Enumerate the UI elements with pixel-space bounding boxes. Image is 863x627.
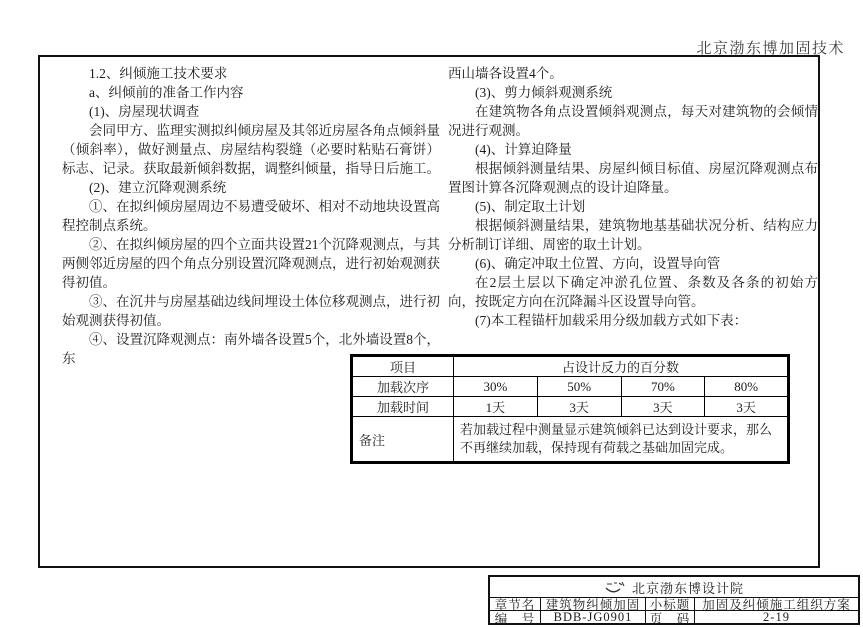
field-label-number: 编 号 <box>490 611 541 624</box>
table-cell: 30% <box>454 377 538 397</box>
table-cell: 80% <box>705 377 789 397</box>
paragraph: (6)、确定冲取土位置、方向，设置导向管 <box>475 256 721 271</box>
field-label-chapter: 章节名 <box>490 598 541 611</box>
note-label: 备注 <box>352 417 454 463</box>
content-frame <box>38 55 851 626</box>
table-row <box>352 356 789 377</box>
table-cell: 3天 <box>537 397 621 417</box>
table-header-item: 项目 <box>352 356 454 377</box>
table-cell: 1天 <box>454 397 538 417</box>
table-cell: 50% <box>537 377 621 397</box>
load-schedule-table <box>350 354 790 464</box>
table-cell: 3天 <box>621 397 705 417</box>
paragraph: 会同甲方、监理实测拟纠倾房屋及其邻近房屋各角点倾斜量（倾斜率），做好测量点、房屋结构裂缝（必要时粘贴石膏饼）标志、记录。获取最新倾斜数据，调整纠倾量，指导日后施工。 <box>62 123 440 176</box>
field-label-subtitle: 小标题 <box>646 598 695 611</box>
paragraph: ①、在拟纠倾房屋周边不易遭受破坏、相对不动地块设置高程控制点系统。 <box>62 199 440 233</box>
paragraph: ③、在沉井与房屋基础边线间埋设土体位移观测点，进行初始观测获得初值。 <box>62 294 440 328</box>
table-row <box>352 397 789 417</box>
paragraph: ④、设置沉降观测点：南外墙各设置5个，北外墙设置8个，东 <box>62 332 440 366</box>
paragraph: ②、在拟纠倾房屋的四个立面共设置21个沉降观测点，与其两侧邻近房屋的四个角点分别设置沉降观测点，进行初始观测获得初值。 <box>62 237 440 290</box>
paragraph: (3)、剪力倾斜观测系统 <box>475 85 613 100</box>
table-header-span: 占设计反力的百分数 <box>454 356 789 377</box>
paragraph: (4)、计算迫降量 <box>475 142 572 157</box>
paragraph: 在建筑物各角点设置倾斜观测点，每天对建筑物的会倾情况进行观测。 <box>448 104 818 138</box>
field-value-number: BDB-JG0901 <box>541 611 646 624</box>
design-institute-name: 北京渤东博设计院 <box>631 580 744 596</box>
paragraph: (1)、房屋现状调查 <box>89 104 200 119</box>
field-value-page: 2-19 <box>763 610 790 624</box>
paragraph: (2)、建立沉降观测系统 <box>89 180 227 195</box>
row-label: 加载时间 <box>352 397 454 417</box>
paragraph: 根据倾斜测量结果，建筑物地基基础状况分析、结构应力分析制订详细、周密的取土计划。 <box>448 218 818 252</box>
paragraph: 根据倾斜测量结果、房屋纠倾目标值、房屋沉降观测点布置图计算各沉降观测点的设计迫降量。 <box>448 161 818 195</box>
page-header-company: 北京渤东博加固技术 <box>696 41 845 57</box>
table-row <box>352 377 789 397</box>
paragraph: 1.2、纠倾施工技术要求 <box>89 66 228 81</box>
table-row <box>352 417 789 463</box>
note-text: 若加载过程中测量显示建筑倾斜已达到设计要求，那么不再继续加载，保持现有荷载之基础加固完成。 <box>454 417 789 463</box>
field-value-chapter: 建筑物纠倾加固 <box>541 598 646 611</box>
paragraph: 西山墙各设置4个。 <box>448 66 563 81</box>
design-institute-logo-icon <box>604 581 626 594</box>
right-text-column <box>448 64 818 330</box>
field-value-subtitle: 加固及纠倾施工组织方案 <box>695 598 858 611</box>
field-label-page: 页 码 <box>646 611 695 624</box>
paragraph: (7)本工程锚杆加载采用分级加载方式如下表： <box>475 313 748 328</box>
drawing-title-block <box>488 575 860 625</box>
row-label: 加载次序 <box>352 377 454 397</box>
paragraph: a、纠倾前的准备工作内容 <box>89 85 244 100</box>
paragraph: 在2层土层以下确定冲淤孔位置、条数及各条的初始方向，按既定方向在沉降漏斗区设置导向管。 <box>448 275 818 309</box>
paragraph: (5)、制定取土计划 <box>475 199 586 214</box>
table-cell: 3天 <box>705 397 789 417</box>
table-cell: 70% <box>621 377 705 397</box>
title-block-grid <box>490 598 858 624</box>
left-text-column <box>62 64 440 368</box>
